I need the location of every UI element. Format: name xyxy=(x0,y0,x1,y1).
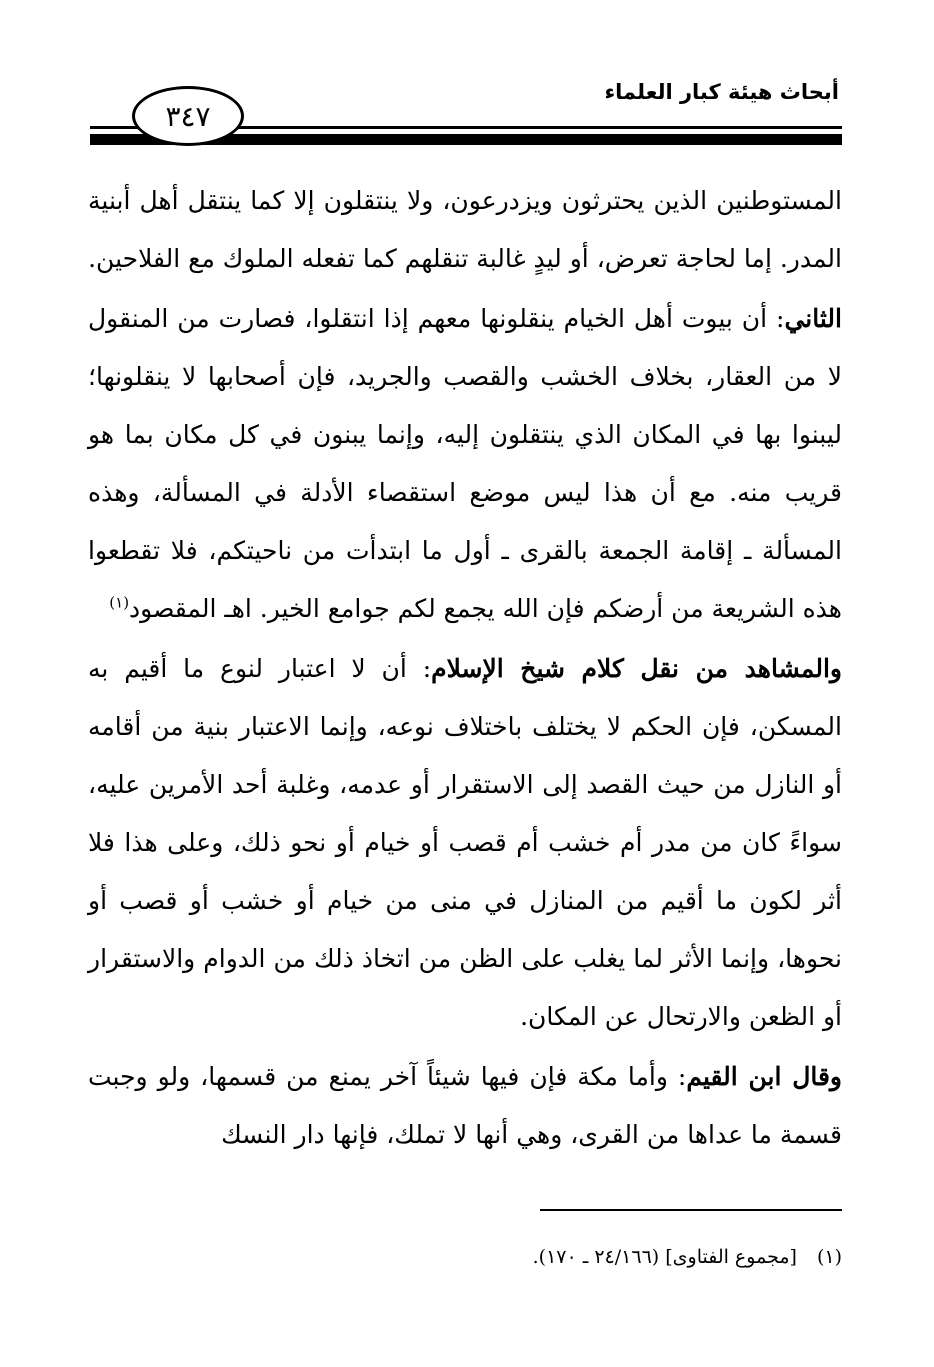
paragraph-3-text: : أن لا اعتبار لنوع ما أقيم به المسكن، فإن الحكم لا يختلف باختلاف نوعه، وإنما الاعتبار بنية من أقامه أو النازل من حيث القصد إلى الاستقرار أو عدمه، وغلبة أحد الأمرين عليه، سواءً كان من مدر أم خشب أم قصب أو خيام أو نحو ذلك، وعلى هذا فلا أثر لكون ما أقيم من المنازل في منى من خيام أو خشب أو قصب أو نحوها، وإنما الأثر لما يغلب على الظن من اتخاذ ذلك من الدوام والاستقرار أو الظعن والارتحال عن المكان. xyxy=(88,654,842,1031)
footnote-number: (١) xyxy=(816,1246,842,1268)
paragraph-4-text: : وأما مكة فإن فيها شيئاً آخر يمنع من قسمها، ولو وجبت قسمة ما عداها من القرى، وهي أنها لا تملك، فإنها دار النسك xyxy=(88,1062,842,1149)
paragraph-1 xyxy=(88,172,842,288)
paragraph-4-lead: وقال ابن القيم xyxy=(686,1062,842,1091)
paragraph-3 xyxy=(88,640,842,1046)
footnote xyxy=(533,1246,842,1268)
body-text xyxy=(88,172,842,1164)
running-title: أبحاث هيئة كبار العلماء xyxy=(604,80,839,104)
page-header xyxy=(0,0,934,160)
paragraph-2-lead: الثاني xyxy=(784,304,842,333)
paragraph-3-lead: والمشاهد من نقل كلام شيخ الإسلام xyxy=(431,654,843,683)
footnote-text: [مجموع الفتاوى] (٢٤/١٦٦ ـ ١٧٠). xyxy=(532,1246,797,1268)
footnote-separator xyxy=(540,1209,842,1211)
page-number: ٣٤٧ xyxy=(165,99,211,133)
paragraph-2 xyxy=(88,290,842,638)
paragraph-1-text: المستوطنين الذين يحترثون ويزدرعون، ولا ينتقلون إلا كما ينتقل أهل أبنية المدر. إما لحاجة تعرض، أو ليدٍ غالبة تنقلهم كما تفعله الملوك مع الفلاحين. xyxy=(88,186,842,273)
paragraph-4 xyxy=(88,1048,842,1164)
footnote-reference[interactable]: (١) xyxy=(109,593,130,612)
page-number-oval xyxy=(132,86,244,146)
paragraph-2-text: : أن بيوت أهل الخيام ينقلونها معهم إذا انتقلوا، فصارت من المنقول لا من العقار، بخلاف الخشب والقصب والجريد، فإن أصحابها لا ينقلونها؛ ليبنوا بها في المكان الذي ينتقلون إليه، وإنما يبنون في كل مكان بما هو قريب منه. مع أن هذا ليس موضع استقصاء الأدلة في المسألة، وهذه المسألة ـ إقامة الجمعة بالقرى ـ أول ما ابتدأت من ناحيتكم، فلا تقطعوا هذه الشريعة من أرضكم فإن الله يجمع لكم جوامع الخير. اهـ المقصود xyxy=(88,304,842,623)
